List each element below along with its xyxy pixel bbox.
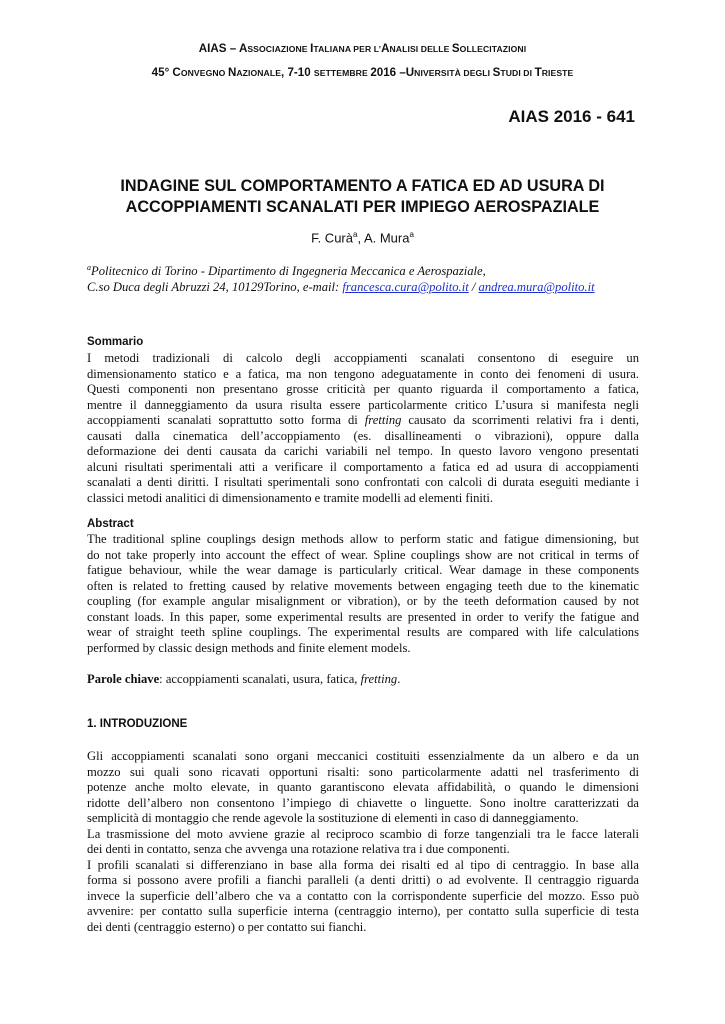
- affiliation-address: C.so Duca degli Abruzzi 24, 10129Torino, e-mail:: [87, 280, 343, 295]
- intro-line: semplicità di montaggio che rende agevole la sostituzione di elementi in caso di danneggiamento.: [87, 811, 579, 825]
- introduzione-body: [87, 749, 639, 935]
- keywords-label: Parole chiave: [87, 672, 160, 686]
- sommario-line: mentre il danneggiamento da usura risulta essere particolarmente critico L’usura si manifesta negli: [87, 397, 639, 412]
- sommario-line: causati dalla cinematica dell’accoppiamento (es. disallineamenti o vibrazioni), oppure dalla: [87, 428, 639, 443]
- paper-title: [60, 176, 665, 218]
- author-1-affil-mark: a: [352, 230, 358, 239]
- sommario-body: [87, 351, 639, 506]
- abstract-line: wear of straight teeth spline couplings. The experimental results are compared with life calculations: [87, 625, 639, 639]
- conference-header-line-2: 45° CONVEGNO NAZIONALE, 7-10 SETTEMBRE 2016 –UNIVERSITÀ DEGLI STUDI DI TRIESTE: [151, 66, 574, 79]
- abstract-line: coupling (for example angular misalignment or vibration), or by the teeth deformation caused by not: [87, 594, 639, 608]
- intro-line: mozzo sui quali sono ricavati opportuni risalti: sono particolarmente adatti nel trasferimento di: [87, 764, 639, 779]
- abstract-line: do not take properly into account the effect of wear. Spline couplings show are not critical in terms of: [87, 547, 639, 562]
- intro-line: forma si possono avere profili a fianchi paralleli (a denti dritti) o ad evolvente. Il centraggio riguarda: [87, 873, 639, 887]
- email-link-mura[interactable]: andrea.mura@polito.it: [478, 280, 595, 295]
- sommario-line: classici metodi analitici di dimensionamento e tramite modelli ad elementi finiti.: [87, 490, 494, 505]
- sommario-line: I metodi tradizionali di calcolo degli accoppiamenti scanalati consentono di eseguire un: [87, 351, 639, 365]
- intro-line: dei denti in contatto, senza che avvenga una rotazione relativa tra i due componenti.: [87, 842, 510, 856]
- intro-line: Gli accoppiamenti scanalati sono organi meccanici costituiti essenzialmente da un albero e da un: [87, 749, 639, 763]
- intro-line: I profili scanalati si differenziano in base alla forma dei risalti ed al tipo di centraggio. In base alla: [87, 857, 639, 872]
- sommario-heading: Sommario: [87, 336, 144, 348]
- sommario-line: accoppiamenti scanalati soprattutto sotto forma di fretting causato da scorrimenti relativi fra i denti,: [87, 413, 639, 427]
- abstract-heading: Abstract: [87, 518, 134, 530]
- intro-line: ridotte dell’albero non consentono l’impiego di chiavette o linguette. Sono inoltre caratterizzati da: [87, 795, 639, 810]
- keywords: Parole chiave: accoppiamenti scanalati, usura, fatica, fretting.: [87, 672, 401, 686]
- intro-line: La trasmissione del moto avviene grazie al reciproco scambio di forze tangenziali tra le facce laterali: [87, 826, 639, 841]
- intro-line: invece la superficie dell’albero che va a contatto con la corrispondente superficie del mozzo. Esso può: [87, 888, 639, 903]
- abstract-body: [87, 532, 639, 656]
- title-line-1: INDAGINE SUL COMPORTAMENTO A FATICA ED AD USURA DI: [120, 177, 605, 195]
- intro-line: potenze anche molto elevate, in quanto garantiscono elevata affidabilità, o quando le dimensioni: [87, 780, 639, 794]
- section-1-heading: 1. INTRODUZIONE: [87, 718, 188, 730]
- intro-line: dei denti (centraggio esterno) o per contatto sui fianchi.: [87, 919, 367, 934]
- abstract-line: often is related to fretting caused by relative movements between engaging teeth due to the kinematic: [87, 578, 639, 593]
- email-link-cura[interactable]: francesca.cura@polito.it: [342, 280, 469, 295]
- abstract-line: The traditional spline couplings design methods allow to perform static and fatigue dimensioning, but: [87, 532, 639, 546]
- author-2-affil-mark: a: [409, 230, 414, 239]
- sommario-line: Questi componenti non presentano grosse criticità per quanto riguarda il comportamento a fatica,: [87, 382, 639, 396]
- author-2: A. Mura: [363, 230, 410, 246]
- abstract-line: constant loads. In this paper, some experimental results are presented in order to verify the fatigue and: [87, 609, 639, 624]
- sommario-line: dimensionamento statico e a fatica, ma non tengono adeguatamente in conto dei fenomeni di usura.: [87, 366, 639, 381]
- intro-line: avvenire: per contatto sulla superficie interna (centraggio interno), per contatto sulla superficie di testa: [87, 904, 639, 918]
- abstract-line: performed by classic design methods and finite element models.: [87, 640, 411, 655]
- authors: F. Curà$^a$, A. Mura$^a$: [311, 230, 414, 246]
- sommario-line: scanalati a denti diritti. I risultati sperimentali sono confrontati con calcoli di durata eseguiti mediante i: [87, 475, 639, 489]
- title-line-2: ACCOPPIAMENTI SCANALATI PER IMPIEGO AEROSPAZIALE: [125, 198, 600, 216]
- author-1: F. Curà: [311, 230, 353, 246]
- sommario-line: deformazione dei denti causata da carichi variabili nel tempo. In questo lavoro vengono presentati: [87, 444, 639, 458]
- sommario-line: alcuni risultati sperimentali atti a verificare il comportamento a fatica ed ad usura di accoppiamenti: [87, 459, 639, 474]
- abstract-line: fatigue behaviour, while the wear damage is particularly critical. Wear damage in these components: [87, 563, 639, 577]
- affiliation-line-1: Politecnico di Torino - Dipartimento di Ingegneria Meccanica e Aerospaziale,: [91, 264, 486, 279]
- conference-header-line-1: AIAS – ASSOCIAZIONE ITALIANA PER L’ANALISI DELLE SOLLECITAZIONI: [198, 42, 527, 55]
- affiliation: $^a$Politecnico di Torino - Dipartimento di Ingegneria Meccanica e Aerospaziale, C.so Duca degli Abruzzi 24, 10129Torino, e-mail: francesca.cura@polito.it / andrea.mura@polito.it: [87, 263, 595, 295]
- paper-code: AIAS 2016 - 641: [508, 107, 635, 126]
